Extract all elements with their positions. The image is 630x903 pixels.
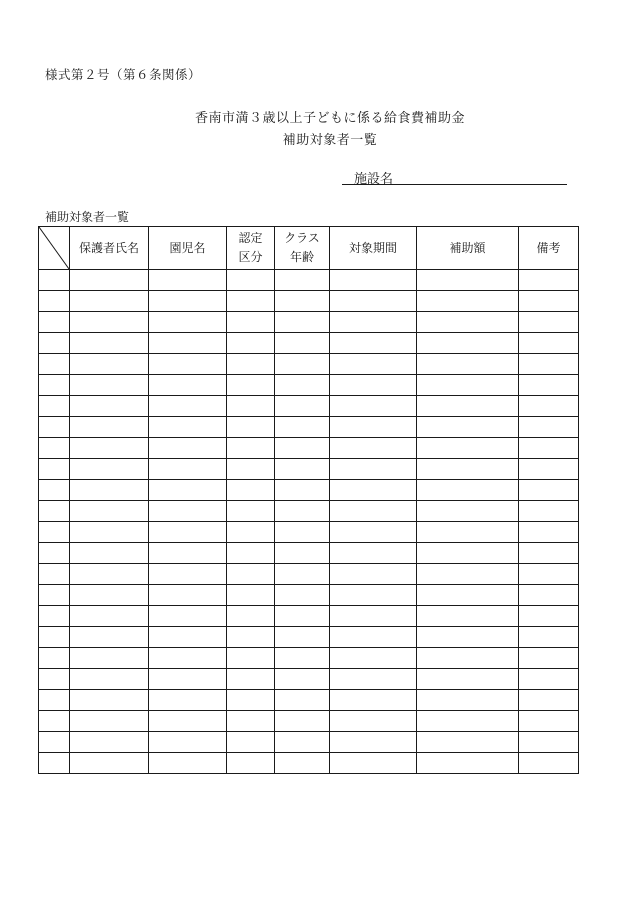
header-guardian-name: 保護者氏名 [70,227,149,270]
cell-guardian-name[interactable] [70,270,149,291]
cell-class-age[interactable] [275,312,330,333]
cell-class-age[interactable] [275,543,330,564]
cell-no [39,291,70,312]
cell-amount[interactable] [417,648,519,669]
cell-amount[interactable] [417,312,519,333]
cell-remarks[interactable] [519,648,579,669]
table-row [39,753,579,774]
cell-no [39,333,70,354]
table-row [39,270,579,291]
cell-certification[interactable] [227,312,275,333]
cell-no [39,312,70,333]
cell-no [39,711,70,732]
cell-remarks[interactable] [519,312,579,333]
cell-child-name[interactable] [149,333,227,354]
cell-certification[interactable] [227,522,275,543]
header-certification-line1: 認定 [238,231,263,245]
cell-no [39,753,70,774]
cell-amount[interactable] [417,480,519,501]
header-period: 対象期間 [330,227,417,270]
cell-guardian-name[interactable] [70,354,149,375]
cell-certification[interactable] [227,375,275,396]
cell-class-age[interactable] [275,711,330,732]
cell-amount[interactable] [417,585,519,606]
cell-amount[interactable] [417,732,519,753]
cell-certification[interactable] [227,396,275,417]
cell-amount[interactable] [417,291,519,312]
cell-remarks[interactable] [519,669,579,690]
cell-period[interactable] [330,753,417,774]
cell-amount[interactable] [417,564,519,585]
cell-certification[interactable] [227,417,275,438]
header-amount: 補助額 [417,227,519,270]
cell-child-name[interactable] [149,270,227,291]
cell-period[interactable] [330,522,417,543]
cell-class-age[interactable] [275,690,330,711]
document-subtitle: 補助対象者一覧 [282,133,378,148]
cell-amount[interactable] [417,270,519,291]
cell-no [39,732,70,753]
cell-remarks[interactable] [519,480,579,501]
cell-certification[interactable] [227,501,275,522]
cell-no [39,417,70,438]
diagonal-line [39,227,69,269]
cell-period[interactable] [330,459,417,480]
cell-period[interactable] [330,690,417,711]
cell-certification[interactable] [227,690,275,711]
cell-certification[interactable] [227,291,275,312]
cell-child-name[interactable] [149,501,227,522]
cell-amount[interactable] [417,669,519,690]
cell-child-name[interactable] [149,711,227,732]
cell-child-name[interactable] [149,690,227,711]
cell-no [39,690,70,711]
table-row [39,333,579,354]
cell-guardian-name[interactable] [70,522,149,543]
cell-class-age[interactable] [275,438,330,459]
cell-guardian-name[interactable] [70,375,149,396]
cell-period[interactable] [330,711,417,732]
cell-guardian-name[interactable] [70,648,149,669]
cell-no [39,354,70,375]
table-row [39,291,579,312]
cell-class-age[interactable] [275,375,330,396]
cell-class-age[interactable] [275,753,330,774]
cell-class-age[interactable] [275,396,330,417]
cell-certification[interactable] [227,711,275,732]
facility-name-label: 施設名 [354,172,394,187]
cell-remarks[interactable] [519,501,579,522]
cell-remarks[interactable] [519,711,579,732]
cell-child-name[interactable] [149,459,227,480]
table-row [39,459,579,480]
table-row [39,354,579,375]
cell-no [39,585,70,606]
table-row [39,732,579,753]
cell-no [39,396,70,417]
cell-child-name[interactable] [149,585,227,606]
cell-remarks[interactable] [519,333,579,354]
cell-amount[interactable] [417,375,519,396]
cell-guardian-name[interactable] [70,438,149,459]
cell-remarks[interactable] [519,690,579,711]
header-certification [227,227,275,270]
cell-period[interactable] [330,417,417,438]
cell-class-age[interactable] [275,270,330,291]
cell-period[interactable] [330,438,417,459]
cell-period[interactable] [330,312,417,333]
cell-period[interactable] [330,585,417,606]
cell-guardian-name[interactable] [70,732,149,753]
cell-certification[interactable] [227,438,275,459]
cell-child-name[interactable] [149,480,227,501]
cell-period[interactable] [330,543,417,564]
cell-guardian-name[interactable] [70,543,149,564]
header-class-line2: 年齢 [289,250,314,264]
document-title: 香南市満３歳以上子どもに係る給食費補助金 [194,111,465,126]
cell-no [39,501,70,522]
cell-remarks[interactable] [519,396,579,417]
table-row [39,690,579,711]
cell-remarks[interactable] [519,354,579,375]
cell-remarks[interactable] [519,291,579,312]
cell-amount[interactable] [417,354,519,375]
cell-no [39,564,70,585]
cell-child-name[interactable] [149,375,227,396]
list-label: 補助対象者一覧 [45,210,130,224]
cell-amount[interactable] [417,606,519,627]
subsidy-recipient-table [38,226,579,774]
cell-class-age[interactable] [275,648,330,669]
cell-amount[interactable] [417,396,519,417]
cell-guardian-name[interactable] [70,459,149,480]
cell-period[interactable] [330,648,417,669]
cell-period[interactable] [330,606,417,627]
cell-remarks[interactable] [519,564,579,585]
cell-guardian-name[interactable] [70,564,149,585]
cell-period[interactable] [330,501,417,522]
cell-amount[interactable] [417,690,519,711]
cell-remarks[interactable] [519,375,579,396]
table-header-row [39,227,579,270]
cell-guardian-name[interactable] [70,501,149,522]
cell-period[interactable] [330,354,417,375]
cell-remarks[interactable] [519,543,579,564]
table-row [39,648,579,669]
cell-class-age[interactable] [275,585,330,606]
table-row [39,711,579,732]
cell-child-name[interactable] [149,291,227,312]
cell-period[interactable] [330,396,417,417]
cell-period[interactable] [330,270,417,291]
cell-child-name[interactable] [149,732,227,753]
cell-class-age[interactable] [275,354,330,375]
cell-class-age[interactable] [275,669,330,690]
cell-class-age[interactable] [275,459,330,480]
cell-remarks[interactable] [519,627,579,648]
cell-child-name[interactable] [149,753,227,774]
cell-certification[interactable] [227,606,275,627]
cell-certification[interactable] [227,543,275,564]
cell-period[interactable] [330,291,417,312]
cell-amount[interactable] [417,459,519,480]
cell-certification[interactable] [227,564,275,585]
table-row [39,606,579,627]
cell-child-name[interactable] [149,438,227,459]
cell-period[interactable] [330,480,417,501]
diagonal-corner-cell [39,227,70,270]
cell-class-age[interactable] [275,291,330,312]
cell-class-age[interactable] [275,501,330,522]
cell-guardian-name[interactable] [70,291,149,312]
cell-no [39,438,70,459]
cell-certification[interactable] [227,753,275,774]
cell-guardian-name[interactable] [70,480,149,501]
cell-guardian-name[interactable] [70,753,149,774]
header-remarks: 備考 [519,227,579,270]
table-row [39,375,579,396]
table-row [39,438,579,459]
cell-guardian-name[interactable] [70,627,149,648]
cell-no [39,648,70,669]
cell-period[interactable] [330,333,417,354]
cell-class-age[interactable] [275,564,330,585]
table-row [39,627,579,648]
cell-child-name[interactable] [149,522,227,543]
header-class-line1: クラス [284,231,320,245]
cell-guardian-name[interactable] [70,312,149,333]
cell-amount[interactable] [417,711,519,732]
table-row [39,312,579,333]
cell-child-name[interactable] [149,417,227,438]
cell-no [39,270,70,291]
table-row [39,543,579,564]
cell-remarks[interactable] [519,753,579,774]
cell-no [39,522,70,543]
cell-amount[interactable] [417,417,519,438]
table-row [39,564,579,585]
cell-certification[interactable] [227,354,275,375]
header-class-age [275,227,330,270]
cell-class-age[interactable] [275,417,330,438]
header-certification-line2: 区分 [238,250,263,264]
cell-certification[interactable] [227,627,275,648]
cell-amount[interactable] [417,543,519,564]
table-row [39,501,579,522]
cell-remarks[interactable] [519,732,579,753]
cell-period[interactable] [330,732,417,753]
table-row [39,669,579,690]
cell-no [39,480,70,501]
cell-remarks[interactable] [519,438,579,459]
cell-period[interactable] [330,375,417,396]
table-row [39,585,579,606]
cell-child-name[interactable] [149,627,227,648]
cell-guardian-name[interactable] [70,585,149,606]
cell-class-age[interactable] [275,480,330,501]
cell-amount[interactable] [417,438,519,459]
cell-guardian-name[interactable] [70,333,149,354]
table-row [39,480,579,501]
table-row [39,396,579,417]
table-row [39,417,579,438]
cell-class-age[interactable] [275,522,330,543]
cell-class-age[interactable] [275,606,330,627]
cell-period[interactable] [330,669,417,690]
cell-amount[interactable] [417,333,519,354]
cell-child-name[interactable] [149,543,227,564]
cell-remarks[interactable] [519,417,579,438]
cell-amount[interactable] [417,501,519,522]
cell-certification[interactable] [227,480,275,501]
cell-guardian-name[interactable] [70,396,149,417]
cell-class-age[interactable] [275,333,330,354]
cell-certification[interactable] [227,669,275,690]
form-number: 様式第２号（第６条関係） [45,67,202,82]
cell-remarks[interactable] [519,585,579,606]
header-child-name: 園児名 [149,227,227,270]
table-row [39,522,579,543]
cell-certification[interactable] [227,459,275,480]
cell-certification[interactable] [227,333,275,354]
cell-no [39,459,70,480]
cell-remarks[interactable] [519,459,579,480]
cell-remarks[interactable] [519,270,579,291]
table-body [39,270,579,774]
cell-child-name[interactable] [149,669,227,690]
cell-child-name[interactable] [149,312,227,333]
cell-period[interactable] [330,627,417,648]
cell-child-name[interactable] [149,648,227,669]
cell-guardian-name[interactable] [70,606,149,627]
cell-certification[interactable] [227,732,275,753]
cell-amount[interactable] [417,522,519,543]
cell-certification[interactable] [227,648,275,669]
cell-no [39,375,70,396]
cell-remarks[interactable] [519,606,579,627]
facility-name-field[interactable] [342,168,567,185]
cell-period[interactable] [330,564,417,585]
cell-certification[interactable] [227,270,275,291]
cell-no [39,606,70,627]
cell-guardian-name[interactable] [70,417,149,438]
cell-child-name[interactable] [149,564,227,585]
cell-child-name[interactable] [149,606,227,627]
cell-no [39,627,70,648]
cell-class-age[interactable] [275,732,330,753]
cell-amount[interactable] [417,627,519,648]
cell-remarks[interactable] [519,522,579,543]
cell-class-age[interactable] [275,627,330,648]
cell-child-name[interactable] [149,396,227,417]
cell-no [39,669,70,690]
cell-guardian-name[interactable] [70,669,149,690]
cell-no [39,543,70,564]
cell-guardian-name[interactable] [70,711,149,732]
cell-certification[interactable] [227,585,275,606]
cell-amount[interactable] [417,753,519,774]
cell-child-name[interactable] [149,354,227,375]
cell-guardian-name[interactable] [70,690,149,711]
